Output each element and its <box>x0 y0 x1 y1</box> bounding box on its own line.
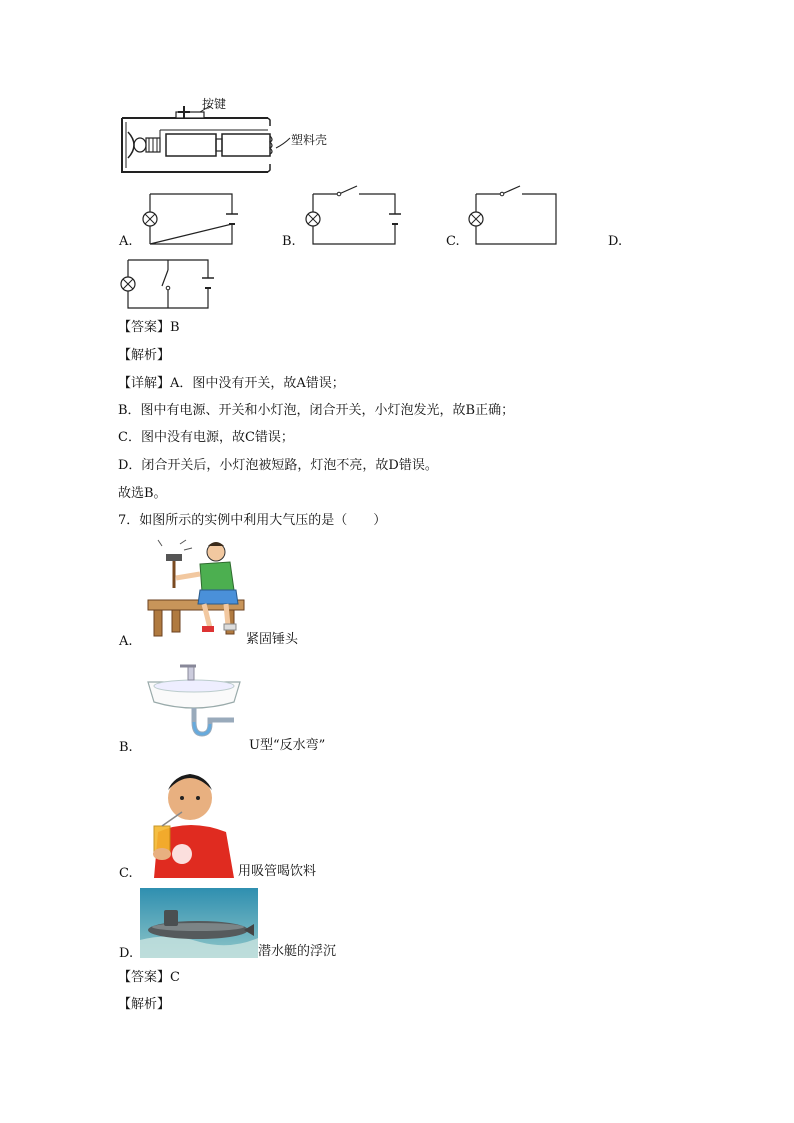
q7-option-d-letter: D. <box>119 946 134 961</box>
q6-detail-line: B．图中有电源、开关和小灯泡，闭合开关，小灯泡发光，故B正确； <box>118 403 515 418</box>
q7-stem: 7．如图所示的实例中利用大气压的是（ ） <box>118 513 387 528</box>
q7-option-d-caption: 潜水艇的浮沉 <box>258 944 337 959</box>
circuit-a <box>140 192 240 248</box>
q7-option-a-caption: 紧固锤头 <box>246 632 299 647</box>
q7-analysis-heading: 【解析】 <box>118 997 171 1012</box>
q6-detail-line: D．闭合开关后，小灯泡被短路，灯泡不亮，故D错误。 <box>118 458 438 473</box>
circuit-b <box>303 192 403 248</box>
q6-detail-line: 故选B。 <box>118 486 167 501</box>
q7-option-c-letter: C. <box>119 866 133 881</box>
q6-detail-line: C．图中没有电源，故C错误； <box>118 430 294 445</box>
q6-analysis-heading: 【解析】 <box>118 348 171 363</box>
plastic-shell-label: 塑料壳 <box>291 133 328 147</box>
circuit-c <box>466 192 566 248</box>
q7-option-b-caption: U型“反水弯” <box>249 738 326 753</box>
q7-answer: 【答案】C <box>118 970 180 985</box>
flashlight-figure <box>118 92 348 178</box>
option-b-letter: B. <box>282 234 296 249</box>
option-d-letter: D. <box>608 234 623 249</box>
option-c-letter: C. <box>446 234 460 249</box>
q6-detail-line: 【详解】A．图中没有开关，故A错误； <box>118 376 345 391</box>
q7-option-a-letter: A. <box>119 634 133 649</box>
option-a-letter: A. <box>119 234 133 249</box>
q6-answer: 【答案】B <box>118 320 180 335</box>
q7-image-straw <box>144 762 234 878</box>
q7-option-b-letter: B. <box>119 740 133 755</box>
q7-option-c-caption: 用吸管喝饮料 <box>238 864 317 879</box>
button-label: 按键 <box>202 97 227 111</box>
q7-image-sink <box>144 662 244 750</box>
q7-image-hammer <box>140 538 246 638</box>
q7-image-submarine <box>140 888 258 958</box>
circuit-d <box>118 258 218 314</box>
